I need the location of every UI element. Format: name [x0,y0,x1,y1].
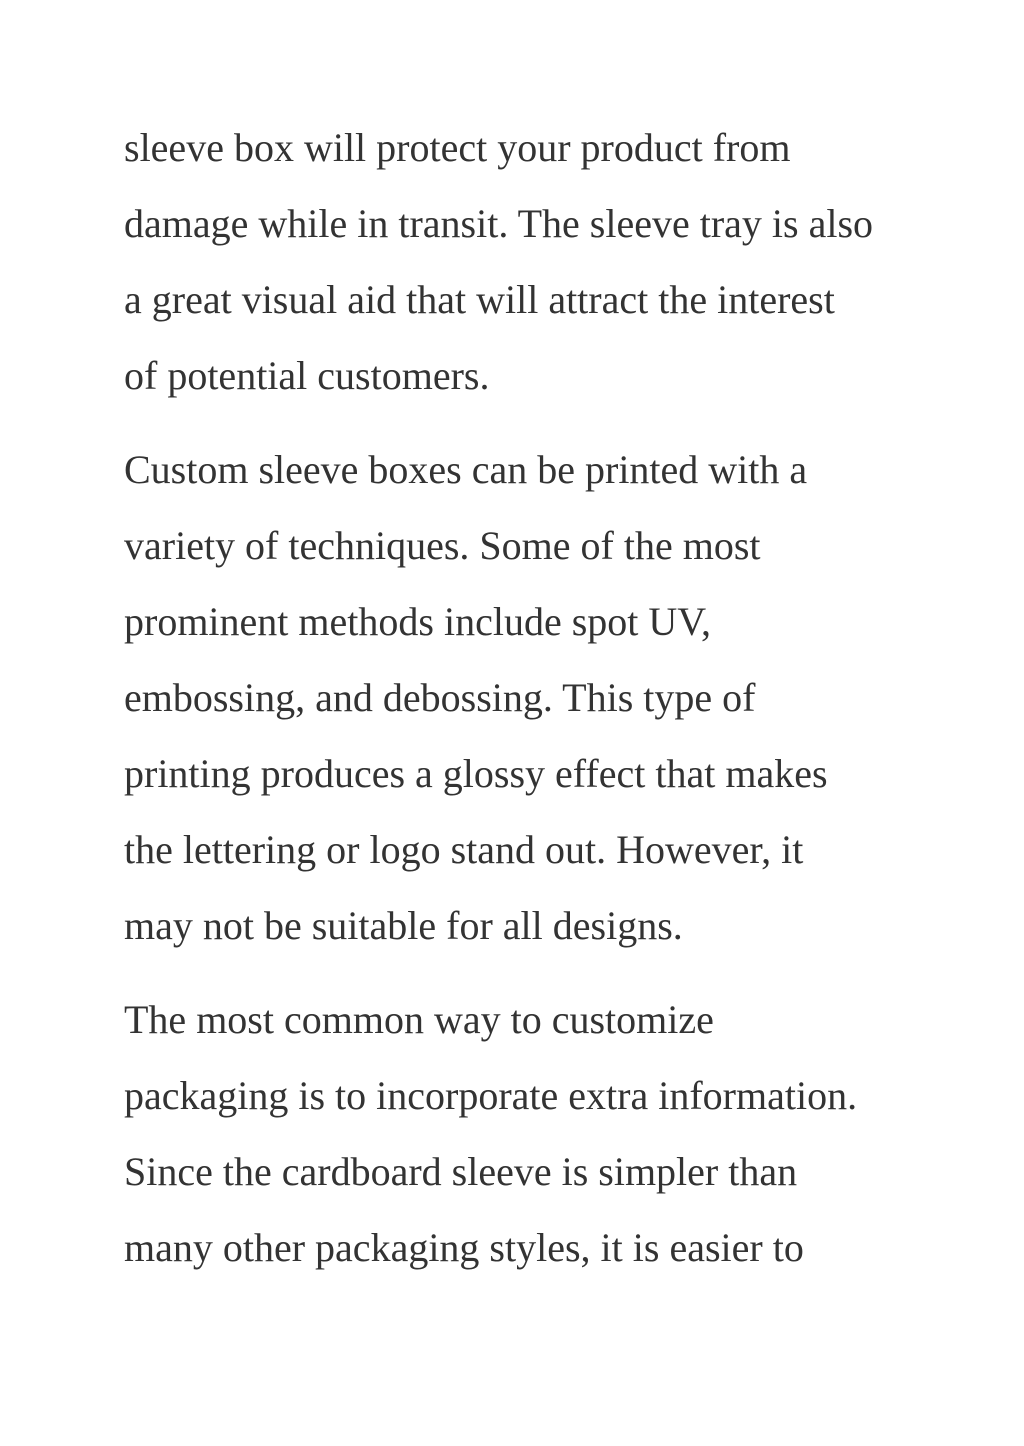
paragraph-1 [124,110,914,414]
text-line: may not be suitable for all designs. [124,903,683,948]
text-line: Since the cardboard sleeve is simpler than [124,1149,798,1194]
paragraph-3 [124,982,914,1286]
text-line: variety of techniques. Some of the most [124,523,761,568]
text-line: of potential customers. [124,353,490,398]
paragraph-2 [124,432,914,964]
text-line: the lettering or logo stand out. However, it [124,827,804,872]
text-line: sleeve box will protect your product from [124,125,791,170]
text-line: a great visual aid that will attract the interest [124,277,835,322]
text-line: embossing, and debossing. This type of [124,675,756,720]
text-line: prominent methods include spot UV, [124,599,711,644]
text-line: The most common way to customize [124,997,714,1042]
text-line: damage while in transit. The sleeve tray is also [124,201,874,246]
text-line: many other packaging styles, it is easier to [124,1225,804,1270]
text-line: printing produces a glossy effect that makes [124,751,828,796]
text-line: packaging is to incorporate extra information. [124,1073,858,1118]
document-body [124,110,914,1304]
text-line: Custom sleeve boxes can be printed with a [124,447,808,492]
